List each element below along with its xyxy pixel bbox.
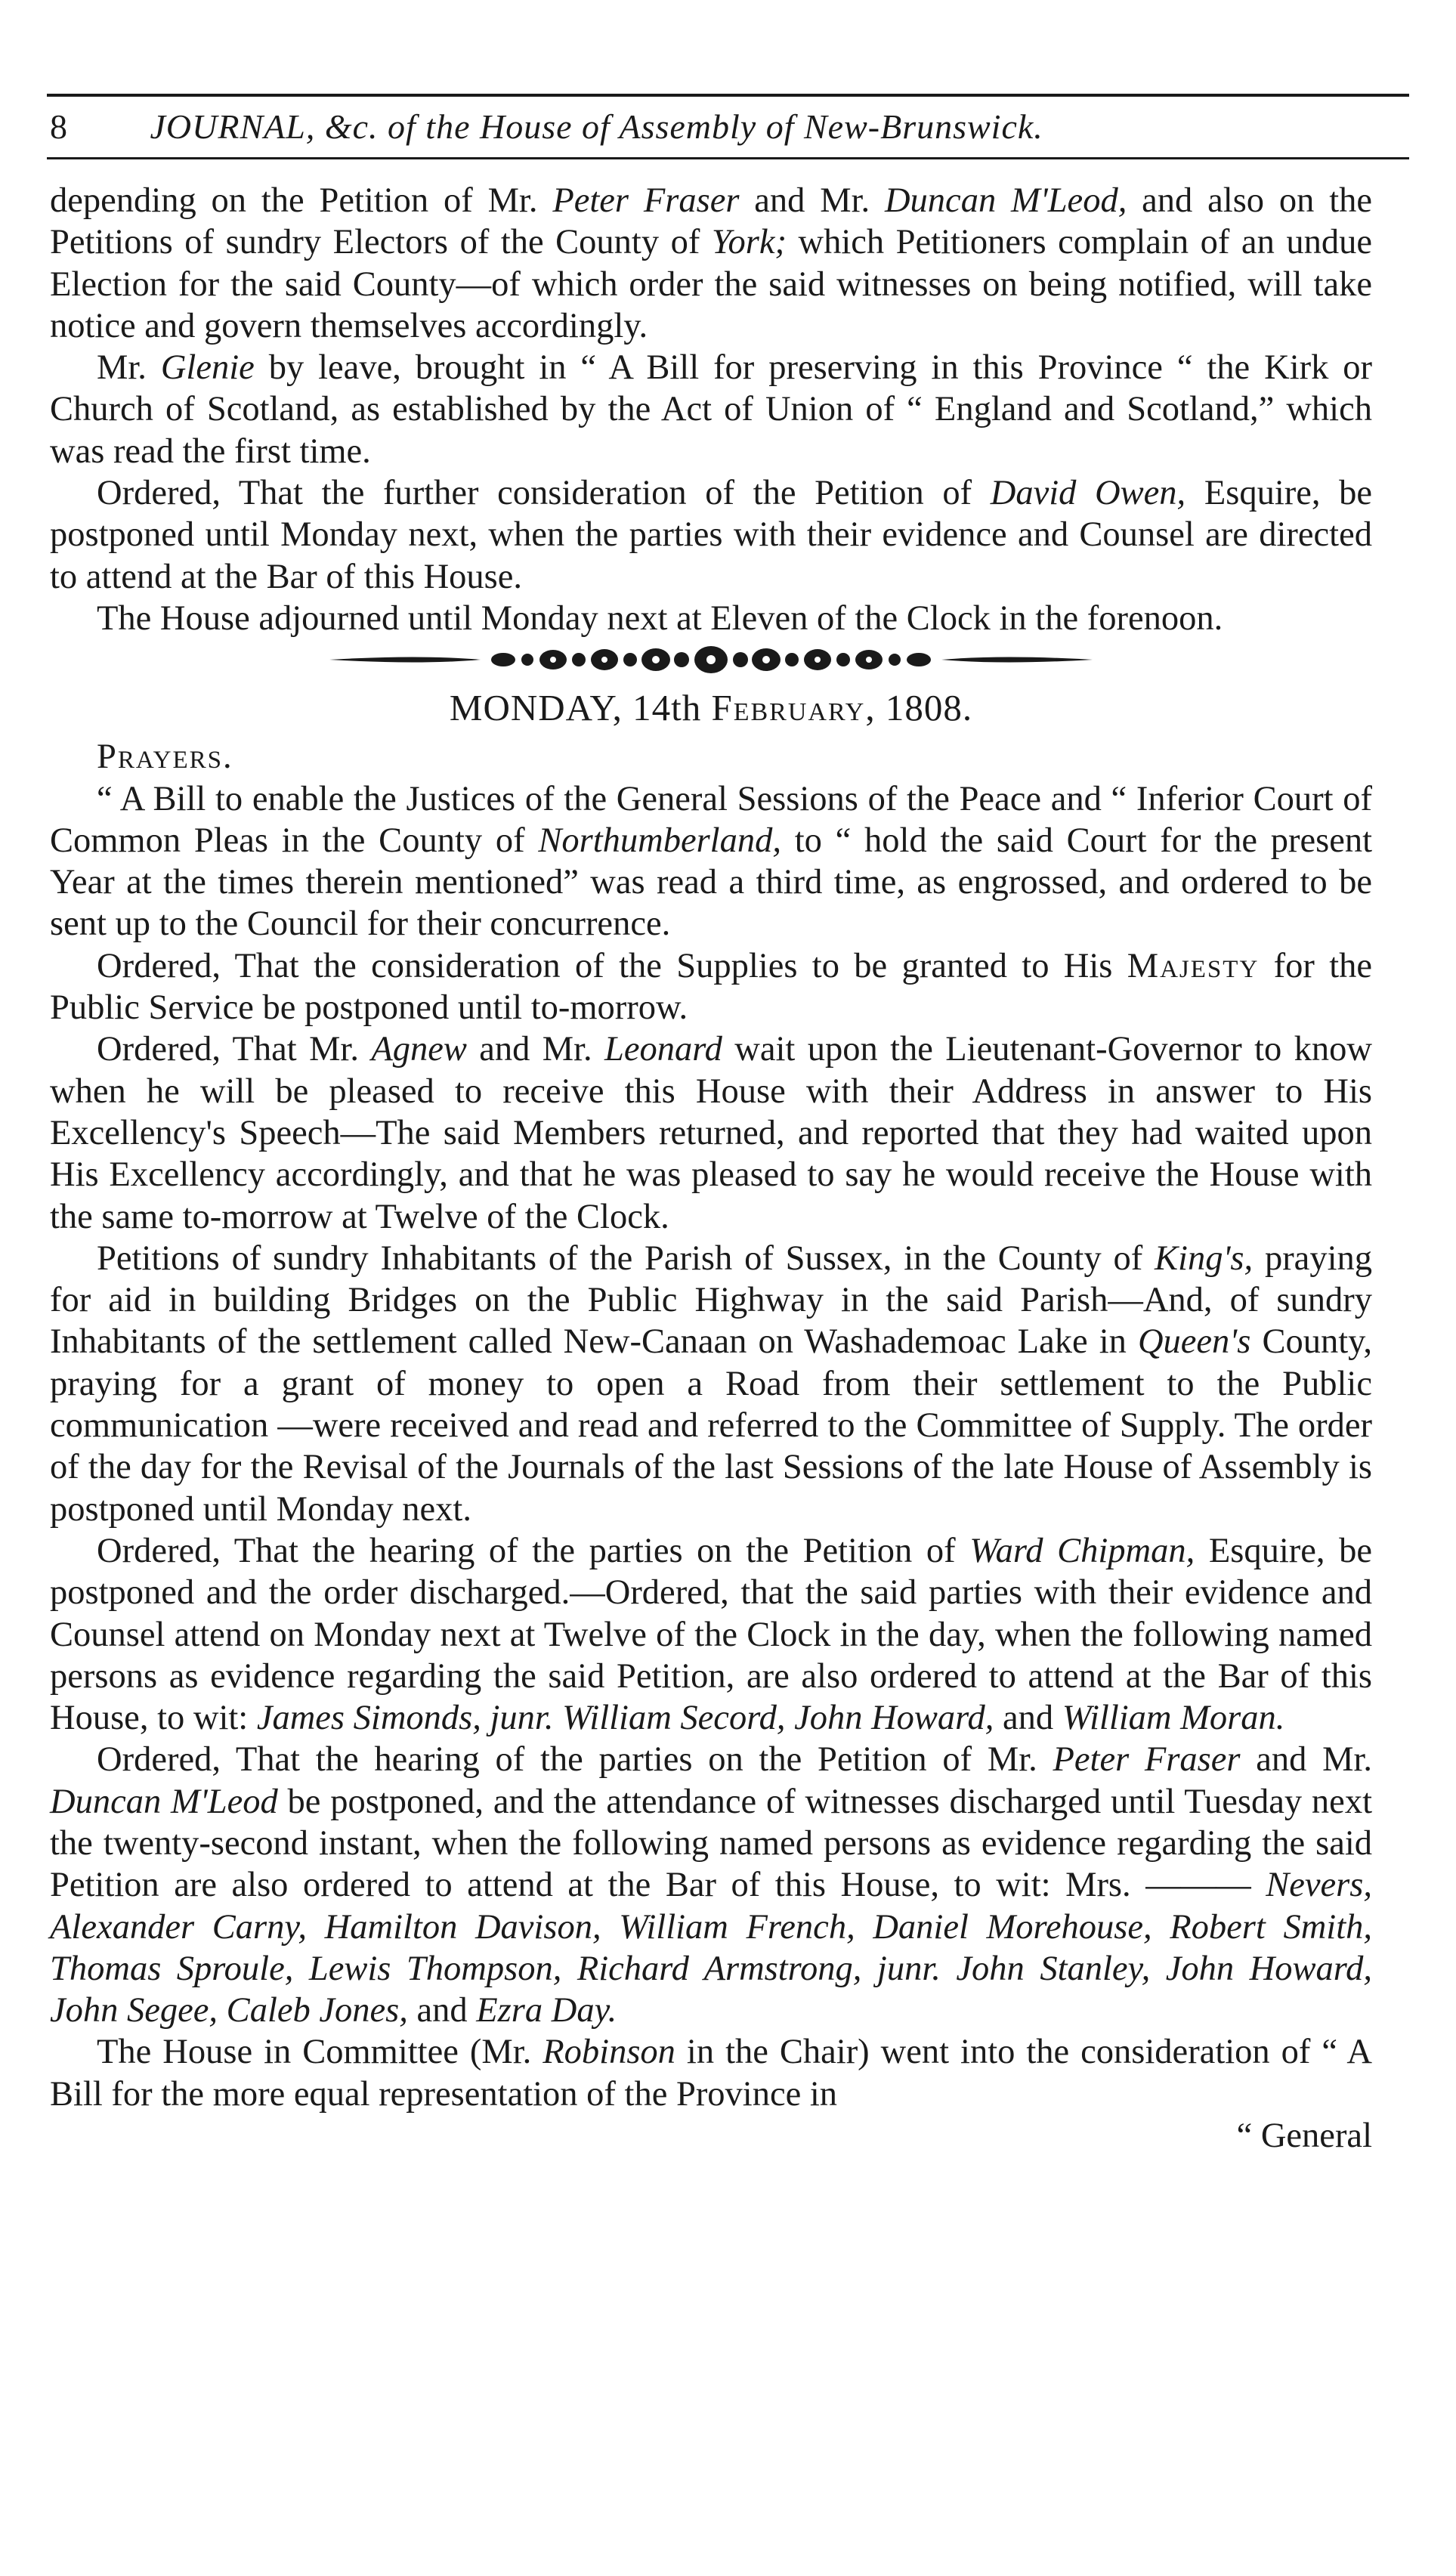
- text-run: Ordered, That the hearing of the parties on the Petition of Mr.: [97, 1740, 1053, 1780]
- text-run: Petitions of sundry Inhabitants of the Parish of Sussex, in the County of: [97, 1239, 1155, 1278]
- ornamental-divider: [329, 639, 1093, 680]
- text-run: in the Chair) went into the consideration of “ A Bill for the more equal representation of the Province in: [50, 2033, 1373, 2114]
- paragraph-fraser-mcleod-hearing: [50, 1739, 1372, 2031]
- header-underline: [47, 157, 1409, 159]
- text-run: David Owen,: [990, 474, 1186, 513]
- text-run: William Moran.: [1062, 1699, 1285, 1738]
- paragraph-supplies: [50, 945, 1372, 1029]
- header-rule: [47, 94, 1409, 97]
- text-run: County, praying for a grant of money to open a Road from their settlement to the Public communication —were received and read and referred to the Committee of Supply. The order of the day for the Revisal of the Journals of the last Sessions of the late House of Assembly is postponed until Monday next.: [50, 1322, 1372, 1529]
- paragraph-witnesses-notice: [50, 180, 1372, 347]
- text-run: Majesty: [1127, 946, 1260, 985]
- text-run: “ A Bill to enable the Justices of the General Sessions of the Peace and “ Inferior Court of Common Pleas in the County of: [50, 779, 1372, 860]
- text-run: The House in Committee (Mr.: [97, 2033, 543, 2072]
- paragraph-owen-petition: [50, 472, 1372, 598]
- text-run: by leave, brought in “ A Bill for preserving in this Province “ the Kirk or Church of Scotland, as established by the Act of Union of “ England and Scotland,” which was read the first time.: [50, 348, 1373, 471]
- text-run: and also on the Petitions of sundry Electors of the County of: [50, 181, 1373, 262]
- journal-body: [50, 180, 1372, 2157]
- text-run: Mr.: [97, 348, 161, 388]
- text-run: The House adjourned until Monday next at Eleven of the Clock in the forenoon.: [97, 598, 1223, 638]
- text-run: Esquire, be postponed until Monday next, when the parties with their evidence and Counsel are directed to attend at the Bar of this House.: [50, 474, 1373, 596]
- paragraph-northumberland-bill: [50, 778, 1372, 945]
- text-run: Peter Fraser: [552, 181, 740, 220]
- text-run: and Mr.: [466, 1030, 605, 1069]
- date-heading: [50, 680, 1372, 736]
- text-run: Peter Fraser: [1053, 1740, 1241, 1780]
- text-run: which Petitioners complain of an undue Election for the said County—of which order the said witnesses on being notified, will take notice and govern themselves accordingly.: [50, 223, 1372, 345]
- text-run: wait upon the Lieutenant-Governor to know when he will be pleased to receive this House with their Address in answer to His Excellency's Speech—The said Members returned, and reported that they had waited upon His Excellency accordingly, and that he was pleased to say he would receive the House with the same to-morrow at Twelve of the Clock.: [50, 1030, 1372, 1236]
- text-run: Ordered, That the further consideration of the Petition of: [97, 474, 991, 513]
- paragraph-sussex-petitions: [50, 1238, 1372, 1530]
- catchword: “ General: [1236, 2117, 1372, 2156]
- text-run: Ordered, That the hearing of the parties on the Petition of: [97, 1531, 970, 1570]
- text-run: Northumberland,: [538, 821, 781, 860]
- text-run: Duncan M'Leod: [50, 1782, 278, 1821]
- text-run: and: [994, 1699, 1062, 1738]
- paragraph-address-reply: [50, 1028, 1372, 1237]
- text-run: Ordered, That the consideration of the Supplies to be granted to His: [97, 946, 1127, 985]
- text-run: King's,: [1155, 1239, 1254, 1278]
- text-run: Queen's: [1137, 1322, 1251, 1362]
- paragraph-representation-bill: [50, 2031, 1372, 2115]
- date-heading-day: MONDAY, 14th: [449, 687, 712, 729]
- text-run: James Simonds, junr. William Secord, John Howard,: [256, 1699, 994, 1738]
- date-heading-year: , 1808.: [865, 687, 973, 729]
- text-run: Robinson: [543, 2033, 675, 2072]
- text-run: to “ hold the said Court for the present Year at the times therein mentioned” was read a third time, as engrossed, and ordered to be sent up to the Council for their concurrence.: [50, 821, 1373, 944]
- text-run: York;: [711, 223, 787, 262]
- text-run: Ordered, That Mr.: [97, 1030, 372, 1069]
- running-header: [50, 100, 1406, 154]
- text-run: Leonard: [604, 1030, 722, 1069]
- paragraph-adjournment: [50, 598, 1372, 639]
- text-run: and Mr.: [1240, 1740, 1372, 1780]
- text-run: and: [407, 1991, 477, 2030]
- paragraph-chipman-petition: [50, 1530, 1372, 1739]
- date-heading-month: February: [711, 687, 866, 729]
- running-title: JOURNAL, &c. of the House of Assembly of New-Brunswick.: [150, 107, 1043, 146]
- page-number: 8: [50, 107, 68, 146]
- text-run: be postponed, and the attendance of witnesses discharged until Tuesday next the twenty-second instant, when the following named persons as evidence regarding the said Petition are also ordered to attend at the Bar of this House, to wit: Mrs. ———: [50, 1782, 1372, 1905]
- text-run: and Mr.: [739, 181, 885, 220]
- text-run: Esquire, be postponed and the order discharged.—Ordered, that the said parties with their evidence and Counsel attend on Monday next at Twelve of the Clock in the day, when the following named persons as evidence regarding the said Petition, are also ordered to attend at the Bar of this House, to wit:: [50, 1531, 1372, 1738]
- text-run: Ward Chipman,: [969, 1531, 1195, 1570]
- text-run: for the Public Service be postponed until to-morrow.: [50, 946, 1372, 1028]
- text-run: Ezra Day.: [476, 1991, 617, 2030]
- text-run: depending on the Petition of Mr.: [50, 181, 553, 220]
- prayers-heading: Prayers.: [97, 738, 233, 777]
- text-run: praying for aid in building Bridges on the Public Highway in the said Parish—And, of sundry Inhabitants of the settlement called New-Canaan on Washademoac Lake in: [50, 1239, 1372, 1362]
- paragraph-kirk-bill: [50, 347, 1372, 472]
- text-run: Agnew: [371, 1030, 467, 1069]
- text-run: Glenie: [160, 348, 255, 388]
- text-run: Duncan M'Leod,: [884, 181, 1127, 220]
- text-run: Nevers, Alexander Carny, Hamilton Davison, William French, Daniel Morehouse, Robert Smith, Thomas Sproule, Lewis Thompson, Richard Armstrong, junr. John Stanley, John Howard, John Segee, Caleb Jones,: [50, 1866, 1372, 2030]
